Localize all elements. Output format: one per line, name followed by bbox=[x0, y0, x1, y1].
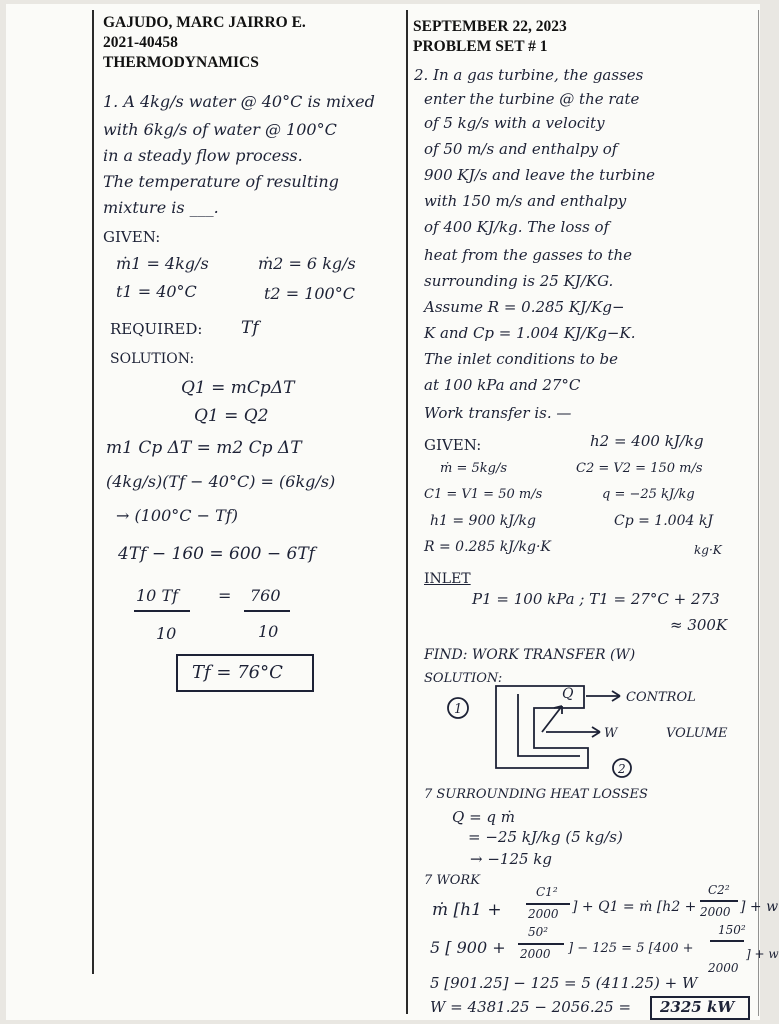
p2-statement-line: surrounding is 25 KJ/KG. bbox=[424, 272, 614, 290]
heat-arrow bbox=[542, 706, 562, 732]
p2-statement-line: 900 KJ/s and leave the turbine bbox=[424, 166, 655, 184]
p2-inlet-label: INLET bbox=[424, 571, 471, 587]
p2-statement-line: of 400 KJ/kg. The loss of bbox=[424, 218, 610, 236]
p2-work-eq1-den1: 2000 bbox=[528, 907, 559, 921]
node-1-label: 1 bbox=[454, 702, 463, 717]
p2-work-eq2-bar1 bbox=[518, 943, 564, 945]
flow-path bbox=[518, 694, 580, 756]
p2-statement-line: 2. In a gas turbine, the gasses bbox=[414, 66, 644, 84]
p1-given-item: ṁ1 = 4kg/s bbox=[116, 254, 209, 273]
p1-step: Q1 = Q2 bbox=[194, 406, 269, 426]
p2-inlet-t: ≈ 300K bbox=[670, 616, 728, 634]
p2-inlet-p: P1 = 100 kPa ; T1 = 27°C + 273 bbox=[472, 590, 720, 608]
p2-work-eq2-num1: 50² bbox=[528, 925, 549, 939]
p2-work-eq3: 5 [901.25] − 125 = 5 (411.25) + W bbox=[430, 974, 698, 992]
p2-work-eq2-num2: 150² bbox=[718, 923, 746, 937]
p1-statement-line: mixture is ___. bbox=[103, 198, 219, 217]
p2-work-eq1-num1: C1² bbox=[536, 885, 558, 899]
p1-step: 4Tf − 160 = 600 − 6Tf bbox=[118, 544, 315, 564]
p2-given-item: C2 = V2 = 150 m/s bbox=[576, 461, 703, 476]
p2-work-eq2-c: ] + w bbox=[746, 947, 779, 961]
p2-work-eq1-b: ] + Q1 = ṁ [h2 + bbox=[572, 899, 697, 915]
control-volume-diagram bbox=[6, 4, 760, 1020]
p2-given-item: kg·K bbox=[694, 543, 722, 557]
p1-statement-line: in a steady flow process. bbox=[103, 146, 303, 165]
p2-work-eq2-b: ] − 125 = 5 [400 + bbox=[568, 941, 694, 956]
p1-step: Q1 = mCpΔT bbox=[181, 378, 295, 398]
p2-statement-line: heat from the gasses to the bbox=[424, 246, 633, 264]
p1-frac-den-right: 10 bbox=[258, 622, 279, 641]
p1-answer: Tf = 76°C bbox=[192, 662, 283, 683]
student-id: 2021-40458 bbox=[103, 34, 178, 51]
p2-work-eq1-bar2 bbox=[700, 900, 738, 902]
p2-given-item: Cp = 1.004 kJ bbox=[614, 513, 713, 529]
p2-statement-line: The inlet conditions to be bbox=[424, 350, 619, 368]
p2-statement-line: Work transfer is. — bbox=[424, 404, 572, 422]
p2-work-eq1-bar1 bbox=[526, 903, 570, 905]
p2-find: FIND: WORK TRANSFER (W) bbox=[424, 647, 636, 663]
p2-work-eq1-num2: C2² bbox=[708, 883, 730, 897]
p2-work-eq2-a: 5 [ 900 + bbox=[430, 938, 506, 957]
node-2-label: 2 bbox=[618, 762, 626, 776]
p2-work-label: 7 WORK bbox=[424, 873, 480, 888]
p2-statement-line: K and Cp = 1.004 KJ/Kg−K. bbox=[424, 324, 636, 342]
p1-given-label: GIVEN: bbox=[103, 228, 161, 246]
p2-given-item: q = −25 kJ/kg bbox=[602, 487, 695, 502]
control-label: CONTROL bbox=[626, 690, 696, 705]
p2-work-eq2-den1: 2000 bbox=[520, 947, 551, 961]
p2-work-eq2-bar2 bbox=[710, 940, 744, 942]
work-arrow bbox=[546, 727, 600, 737]
p2-work-eq1-a: ṁ [h1 + bbox=[432, 900, 502, 920]
p2-work-eq1-den2: 2000 bbox=[700, 905, 731, 919]
p2-surr-line: = −25 kJ/kg (5 kg/s) bbox=[468, 828, 623, 846]
p2-statement-line: Assume R = 0.285 KJ/Kg− bbox=[424, 298, 625, 316]
date: SEPTEMBER 22, 2023 bbox=[413, 18, 567, 35]
p2-given-item: ṁ = 5kg/s bbox=[440, 461, 508, 476]
student-name: GAJUDO, MARC JAIRRO E. bbox=[103, 14, 306, 31]
p1-step: → (100°C − Tf) bbox=[116, 506, 238, 525]
p2-given-item: C1 = V1 = 50 m/s bbox=[424, 487, 543, 502]
p1-frac-num-left: 10 Tf bbox=[136, 586, 179, 605]
p2-work-eq1-c: ] + w bbox=[740, 899, 779, 915]
p1-frac-num-right: 760 bbox=[250, 586, 281, 605]
p2-surr-line: Q = q ṁ bbox=[452, 808, 515, 826]
p1-required-value: Tf bbox=[241, 318, 259, 338]
p2-surr-line: → −125 kg bbox=[470, 850, 552, 868]
p2-given-label: GIVEN: bbox=[424, 436, 482, 454]
p2-statement-line: of 50 m/s and enthalpy of bbox=[424, 140, 618, 158]
p1-given-item: t2 = 100°C bbox=[264, 284, 355, 303]
q-label: Q bbox=[562, 686, 574, 702]
w-label: W bbox=[604, 726, 618, 741]
p1-frac-den-left: 10 bbox=[156, 624, 177, 643]
p1-frac-eq: = bbox=[218, 586, 232, 605]
p2-given-item: h2 = 400 kJ/kg bbox=[590, 432, 704, 450]
p1-statement-line: 1. A 4kg/s water @ 40°C is mixed bbox=[103, 92, 375, 111]
p2-statement-line: enter the turbine @ the rate bbox=[424, 90, 640, 108]
p2-given-item: h1 = 900 kJ/kg bbox=[430, 513, 536, 529]
p1-step: m1 Cp ΔT = m2 Cp ΔT bbox=[106, 438, 302, 458]
p1-solution-label: SOLUTION: bbox=[110, 351, 195, 367]
p2-statement-line: of 5 kg/s with a velocity bbox=[424, 114, 605, 132]
p2-work-eq4: W = 4381.25 − 2056.25 = bbox=[430, 998, 632, 1016]
p2-surr-label: 7 SURROUNDING HEAT LOSSES bbox=[424, 787, 648, 802]
p1-statement-line: with 6kg/s of water @ 100°C bbox=[103, 120, 337, 139]
course-title: THERMODYNAMICS bbox=[103, 54, 259, 71]
p1-given-item: ṁ2 = 6 kg/s bbox=[258, 254, 356, 273]
control-arrow bbox=[586, 691, 620, 701]
p1-given-item: t1 = 40°C bbox=[116, 282, 197, 301]
p2-statement-line: at 100 kPa and 27°C bbox=[424, 376, 581, 394]
p2-statement-line: with 150 m/s and enthalpy bbox=[424, 192, 627, 210]
p2-work-eq2-den2: 2000 bbox=[708, 961, 739, 975]
p1-step: (4kg/s)(Tf − 40°C) = (6kg/s) bbox=[106, 472, 336, 491]
p1-required-label: REQUIRED: bbox=[110, 320, 203, 338]
p1-statement-line: The temperature of resulting bbox=[103, 172, 339, 191]
p2-solution-label: SOLUTION: bbox=[424, 671, 503, 686]
p2-given-item: R = 0.285 kJ/kg·K bbox=[424, 539, 551, 555]
volume-label: VOLUME bbox=[666, 726, 728, 741]
paper-sheet bbox=[6, 4, 779, 1020]
problem-set: PROBLEM SET # 1 bbox=[413, 38, 548, 55]
p2-answer: 2325 kW bbox=[660, 998, 735, 1016]
